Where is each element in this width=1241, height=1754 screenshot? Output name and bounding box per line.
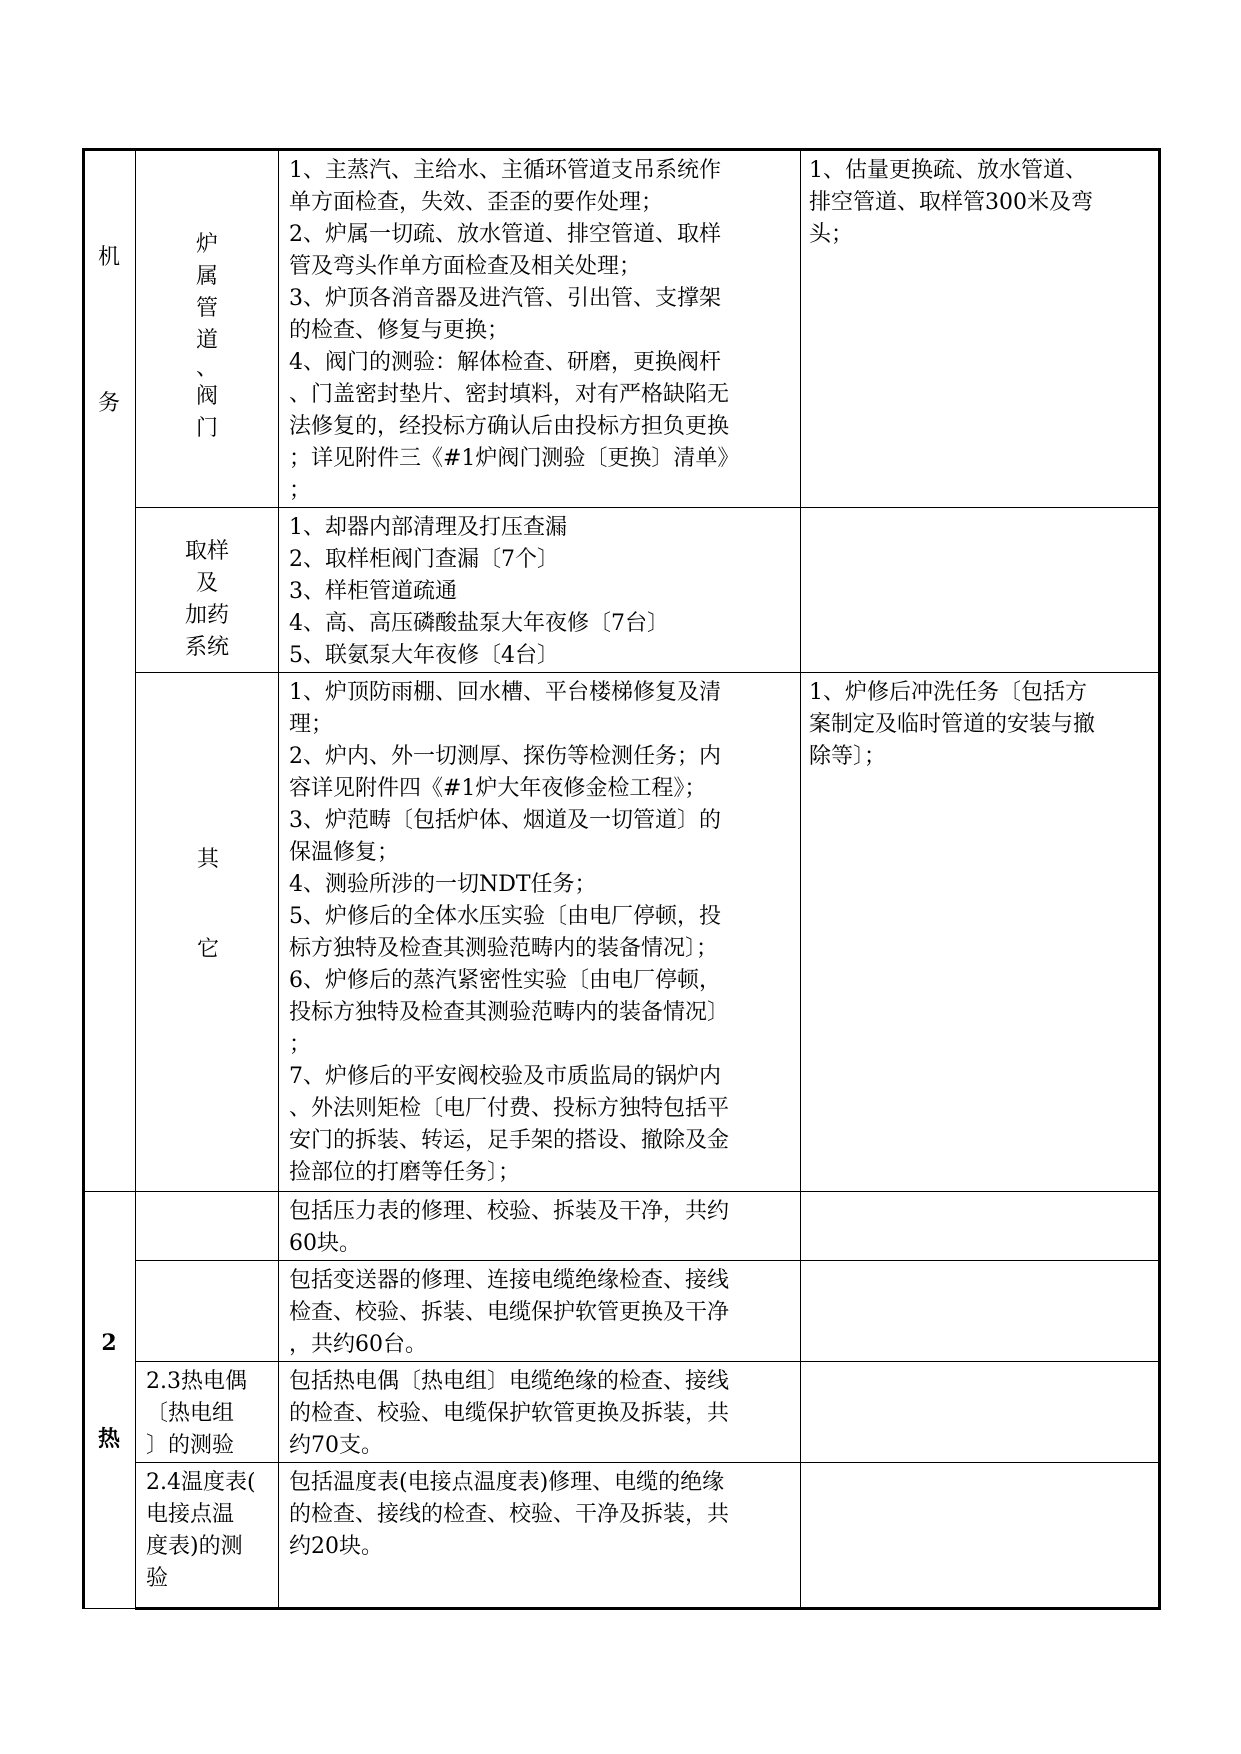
content-text — [279, 673, 800, 1189]
subsystem-char: 阀 — [195, 384, 218, 409]
section-char: 机 — [97, 245, 120, 270]
content-cell — [279, 1192, 801, 1261]
content-text — [279, 151, 800, 507]
content-line: 的检查、校验、电缆保护软管更换及拆装，共 — [289, 1401, 730, 1426]
note-line: 1、炉修后冲洗任务〔包括方 — [809, 680, 1087, 705]
work-scope-table — [82, 148, 1161, 1610]
content-line: 捡部位的打磨等任务〕； — [289, 1160, 521, 1185]
content-line: 安门的拆装、转运，足手架的搭设、撤除及金 — [289, 1128, 730, 1153]
content-line: ；详见附件三《#1炉阀门测验〔更换〕清单》 — [289, 446, 740, 471]
subsystem-label — [136, 151, 278, 445]
subsystem-char: 属 — [195, 264, 218, 289]
content-line: 60块。 — [289, 1231, 361, 1256]
content-line: 检查、校验、拆装、电缆保护软管更换及干净 — [289, 1300, 730, 1325]
subsystem-line: 〔热电组 — [146, 1401, 235, 1426]
subsystem-cell — [136, 1463, 279, 1609]
subsystem-label — [136, 508, 278, 664]
table-row — [84, 1192, 1160, 1261]
content-line: 3、炉顶各消音器及进汽管、引出管、支撑架 — [289, 286, 721, 311]
content-line: 理； — [289, 712, 334, 737]
content-text — [279, 1362, 800, 1462]
section-char: 务 — [97, 391, 120, 416]
content-line: 包括温度表(电接点温度表)修理、电缆的绝缘 — [289, 1470, 725, 1495]
subsystem-cell — [136, 673, 279, 1192]
section-cell-2 — [84, 1192, 136, 1609]
note-cell — [801, 150, 1160, 508]
content-line: 5、联氨泵大年夜修〔4台〕 — [289, 643, 559, 668]
subsystem-char: 炉 — [195, 232, 218, 257]
content-line: 、外法则矩检〔电厂付费、投标方独特包括平 — [289, 1096, 730, 1121]
note-cell — [801, 508, 1160, 673]
note-text — [801, 673, 1158, 773]
content-cell — [279, 1261, 801, 1362]
content-line: 4、阀门的测验：解体检查、研磨，更换阀杆 — [289, 350, 721, 375]
content-line: ，共约60台。 — [289, 1332, 427, 1357]
content-text — [279, 1261, 800, 1361]
subsystem-line: 加药 — [184, 603, 229, 628]
note-line: 除等〕； — [809, 744, 887, 769]
note-line: 1、估量更换疏、放水管道、 — [809, 158, 1087, 183]
content-line: 约20块。 — [289, 1534, 383, 1559]
subsystem-label — [136, 1463, 278, 1595]
subsystem-char: 门 — [195, 416, 218, 441]
content-line: 5、炉修后的全体水压实验〔由电厂停顿，投 — [289, 904, 721, 929]
content-line: 1、主蒸汽、主给水、主循环管道支吊系统作 — [289, 158, 721, 183]
note-cell — [801, 1463, 1160, 1609]
content-line: 保温修复； — [289, 840, 400, 865]
content-line: 4、高、高压磷酸盐泵大年夜修〔7台〕 — [289, 611, 669, 636]
content-line: 7、炉修后的平安阀校验及市质监局的锅炉内 — [289, 1064, 721, 1089]
content-line: 约70支。 — [289, 1433, 383, 1458]
content-text — [279, 1192, 800, 1260]
subsystem-line: 〕的测验 — [146, 1433, 235, 1458]
content-line: 2、炉内、外一切测厚、探伤等检测任务；内 — [289, 744, 721, 769]
table-row — [84, 673, 1160, 1192]
subsystem-cell — [136, 508, 279, 673]
subsystem-char: 道 — [195, 328, 218, 353]
content-line: ； — [289, 1032, 312, 1057]
subsystem-cell — [136, 150, 279, 508]
subsystem-line: 度表)的测 — [146, 1534, 243, 1559]
note-line: 排空管道、取样管300米及弯 — [809, 190, 1093, 215]
subsystem-line: 系统 — [184, 635, 229, 660]
content-cell — [279, 508, 801, 673]
subsystem-label — [136, 1362, 278, 1462]
subsystem-char: 其 — [196, 847, 219, 872]
content-line: 投标方独特及检查其测验范畴内的装备情况〕 — [289, 1000, 730, 1025]
content-line: 1、炉顶防雨棚、回水槽、平台楼梯修复及清 — [289, 680, 721, 705]
note-cell — [801, 673, 1160, 1192]
section-cell-jiwu — [84, 150, 136, 1192]
content-cell — [279, 150, 801, 508]
subsystem-line: 及 — [195, 571, 218, 596]
content-line: 2、取样柜阀门查漏〔7个〕 — [289, 547, 559, 572]
content-line: 4、测验所涉的一切NDT任务； — [289, 872, 597, 897]
content-line: 3、炉范畴〔包括炉体、烟道及一切管道〕的 — [289, 808, 721, 833]
content-cell — [279, 1362, 801, 1463]
table-row — [84, 508, 1160, 673]
section-char: 2 — [101, 1330, 117, 1356]
content-line: 法修复的，经投标方确认后由投标方担负更换 — [289, 414, 730, 439]
content-line: 、门盖密封垫片、密封填料，对有严格缺陷无 — [289, 382, 730, 407]
content-line: 管及弯头作单方面检查及相关处理； — [289, 254, 642, 279]
content-cell — [279, 673, 801, 1192]
content-line: 3、样柜管道疏通 — [289, 579, 457, 604]
note-line: 案制定及临时管道的安装与撤 — [809, 712, 1096, 737]
content-cell — [279, 1463, 801, 1609]
content-line: 包括压力表的修理、校验、拆装及干净，共约 — [289, 1199, 730, 1224]
table-row — [84, 1261, 1160, 1362]
content-text — [279, 508, 800, 672]
subsystem-cell — [136, 1362, 279, 1463]
content-line: 的检查、修复与更换； — [289, 318, 510, 343]
content-line: 的检查、接线的检查、校验、干净及拆装，共 — [289, 1502, 730, 1527]
subsystem-line: 2.4温度表( — [146, 1470, 256, 1495]
content-line: 包括热电偶〔热电组〕电缆绝缘的检查、接线 — [289, 1369, 730, 1394]
content-line: 2、炉属一切疏、放水管道、排空管道、取样 — [289, 222, 721, 247]
content-line: 容详见附件四《#1炉大年夜修金检工程》； — [289, 776, 707, 801]
content-line: 标方独特及检查其测验范畴内的装备情况〕； — [289, 936, 719, 961]
note-cell — [801, 1192, 1160, 1261]
table-row — [84, 150, 1160, 508]
content-line: 6、炉修后的蒸汽紧密性实验〔由电厂停顿， — [289, 968, 721, 993]
note-cell — [801, 1362, 1160, 1463]
note-cell — [801, 1261, 1160, 1362]
subsystem-cell — [136, 1192, 279, 1261]
table-row — [84, 1463, 1160, 1609]
content-line: ； — [289, 478, 312, 503]
content-line: 包括变送器的修理、连接电缆绝缘检查、接线 — [289, 1268, 730, 1293]
content-line: 单方面检查，失效、歪歪的要作处理； — [289, 190, 664, 215]
content-line: 1、却器内部清理及打压查漏 — [289, 515, 567, 540]
subsystem-line: 电接点温 — [146, 1502, 235, 1527]
section-char: 热 — [97, 1426, 120, 1452]
note-text — [801, 151, 1158, 251]
note-line: 头； — [809, 222, 854, 247]
subsystem-line: 2.3热电偶 — [146, 1369, 247, 1394]
subsystem-line: 取样 — [184, 539, 229, 564]
subsystem-char: 管 — [195, 296, 218, 321]
table-row — [84, 1362, 1160, 1463]
subsystem-char: 它 — [196, 937, 219, 962]
subsystem-char: 、 — [195, 356, 218, 381]
subsystem-line: 验 — [146, 1566, 169, 1591]
content-text — [279, 1463, 800, 1563]
subsystem-cell — [136, 1261, 279, 1362]
